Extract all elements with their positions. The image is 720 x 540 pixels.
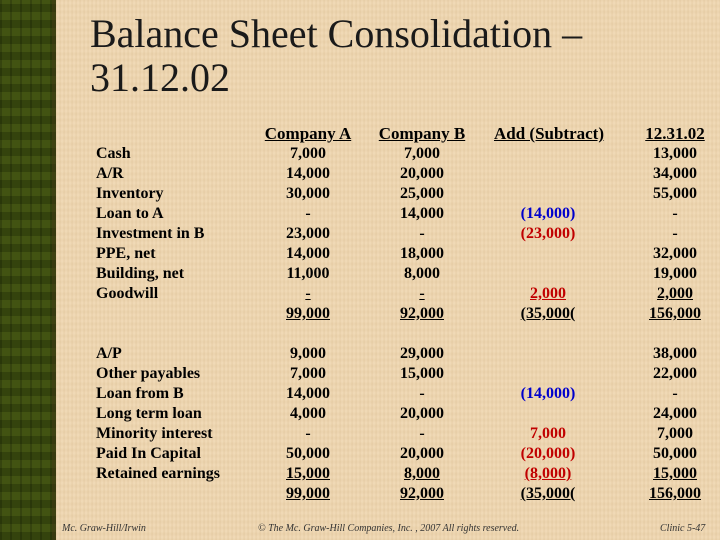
- cell-total: 32,000: [653, 245, 697, 262]
- cell-total: 38,000: [653, 345, 697, 362]
- row-label: Building, net: [96, 265, 185, 282]
- cell-total: 13,000: [653, 145, 697, 162]
- cell-total: 7,000: [657, 425, 693, 442]
- cell-b: -: [419, 285, 425, 302]
- cell-a: -: [305, 285, 311, 302]
- row-label: Paid In Capital: [96, 445, 201, 462]
- cell-a: 23,000: [286, 225, 330, 242]
- cell-a: 30,000: [286, 185, 330, 202]
- cell-a: 14,000: [286, 385, 330, 402]
- cell-b: -: [419, 225, 425, 242]
- total-a: 99,000: [286, 485, 330, 502]
- title-line-1: Balance Sheet Consolidation –: [90, 11, 583, 56]
- cell-total: 15,000: [653, 465, 697, 482]
- row-label: Long term loan: [96, 405, 202, 422]
- cell-b: -: [419, 385, 425, 402]
- cell-adj: (8,000): [524, 465, 572, 482]
- row-label: Investment in B: [96, 225, 205, 242]
- cell-total: 19,000: [653, 265, 697, 282]
- footer-copyright: © The Mc. Graw-Hill Companies, Inc. , 2007 All rights reserved.: [258, 523, 520, 534]
- row-label: Cash: [96, 145, 131, 162]
- row-label: Minority interest: [96, 425, 213, 442]
- cell-adj: 7,000: [530, 425, 566, 442]
- cell-adj: 2,000: [530, 285, 566, 302]
- cell-a: 9,000: [290, 345, 326, 362]
- cell-b: 29,000: [400, 345, 444, 362]
- cell-b: 25,000: [400, 185, 444, 202]
- cell-total: -: [672, 205, 678, 222]
- cell-a: 14,000: [286, 165, 330, 182]
- cell-b: 20,000: [400, 445, 444, 462]
- row-label: Retained earnings: [96, 465, 220, 482]
- row-label: PPE, net: [96, 245, 156, 262]
- cell-b: 7,000: [404, 145, 440, 162]
- row-label: A/R: [96, 165, 124, 182]
- total-b: 92,000: [400, 485, 444, 502]
- total-total: 156,000: [649, 485, 701, 502]
- cell-a: 14,000: [286, 245, 330, 262]
- total-adj: (35,000(: [520, 485, 576, 502]
- total-b: 92,000: [400, 305, 444, 322]
- cell-b: -: [419, 425, 425, 442]
- cell-adj: (20,000): [520, 445, 576, 462]
- total-adj: (35,000(: [520, 305, 576, 322]
- row-label: Loan to A: [96, 205, 164, 222]
- footer-slide-number: Clinic 5-47: [660, 523, 706, 534]
- cell-a: 4,000: [290, 405, 326, 422]
- row-label: Other payables: [96, 365, 201, 382]
- cell-total: -: [672, 225, 678, 242]
- row-label: Goodwill: [96, 285, 159, 302]
- header-add-subtract: Add (Subtract): [493, 124, 605, 143]
- decorative-left-bar: [0, 0, 56, 540]
- cell-b: 18,000: [400, 245, 444, 262]
- cell-adj: (14,000): [520, 385, 576, 402]
- cell-b: 8,000: [404, 465, 440, 482]
- cell-a: 7,000: [290, 145, 326, 162]
- row-label: Loan from B: [96, 385, 184, 402]
- cell-adj: (23,000): [520, 225, 576, 242]
- cell-total: -: [672, 385, 678, 402]
- cell-total: 50,000: [653, 445, 697, 462]
- cell-a: 50,000: [286, 445, 330, 462]
- cell-total: 2,000: [657, 285, 693, 302]
- cell-total: 34,000: [653, 165, 697, 182]
- header-company-a: Company A: [264, 124, 352, 143]
- cell-total: 22,000: [653, 365, 697, 382]
- title-line-2: 31.12.02: [90, 55, 230, 100]
- header-company-b: Company B: [378, 124, 466, 143]
- cell-a: -: [305, 205, 311, 222]
- row-label: A/P: [96, 345, 122, 362]
- cell-a: 11,000: [286, 265, 330, 282]
- cell-b: 20,000: [400, 405, 444, 422]
- total-total: 156,000: [649, 305, 701, 322]
- cell-b: 14,000: [400, 205, 444, 222]
- cell-a: 15,000: [286, 465, 330, 482]
- cell-a: 7,000: [290, 365, 326, 382]
- cell-b: 8,000: [404, 265, 440, 282]
- cell-b: 20,000: [400, 165, 444, 182]
- footer-publisher: Mc. Graw-Hill/Irwin: [62, 523, 146, 534]
- slide-title: [90, 12, 690, 100]
- cell-a: -: [305, 425, 311, 442]
- header-consolidated: 12.31.02: [645, 124, 705, 143]
- cell-b: 15,000: [400, 365, 444, 382]
- cell-total: 55,000: [653, 185, 697, 202]
- row-label: Inventory: [96, 185, 164, 202]
- cell-adj: (14,000): [520, 205, 576, 222]
- cell-total: 24,000: [653, 405, 697, 422]
- total-a: 99,000: [286, 305, 330, 322]
